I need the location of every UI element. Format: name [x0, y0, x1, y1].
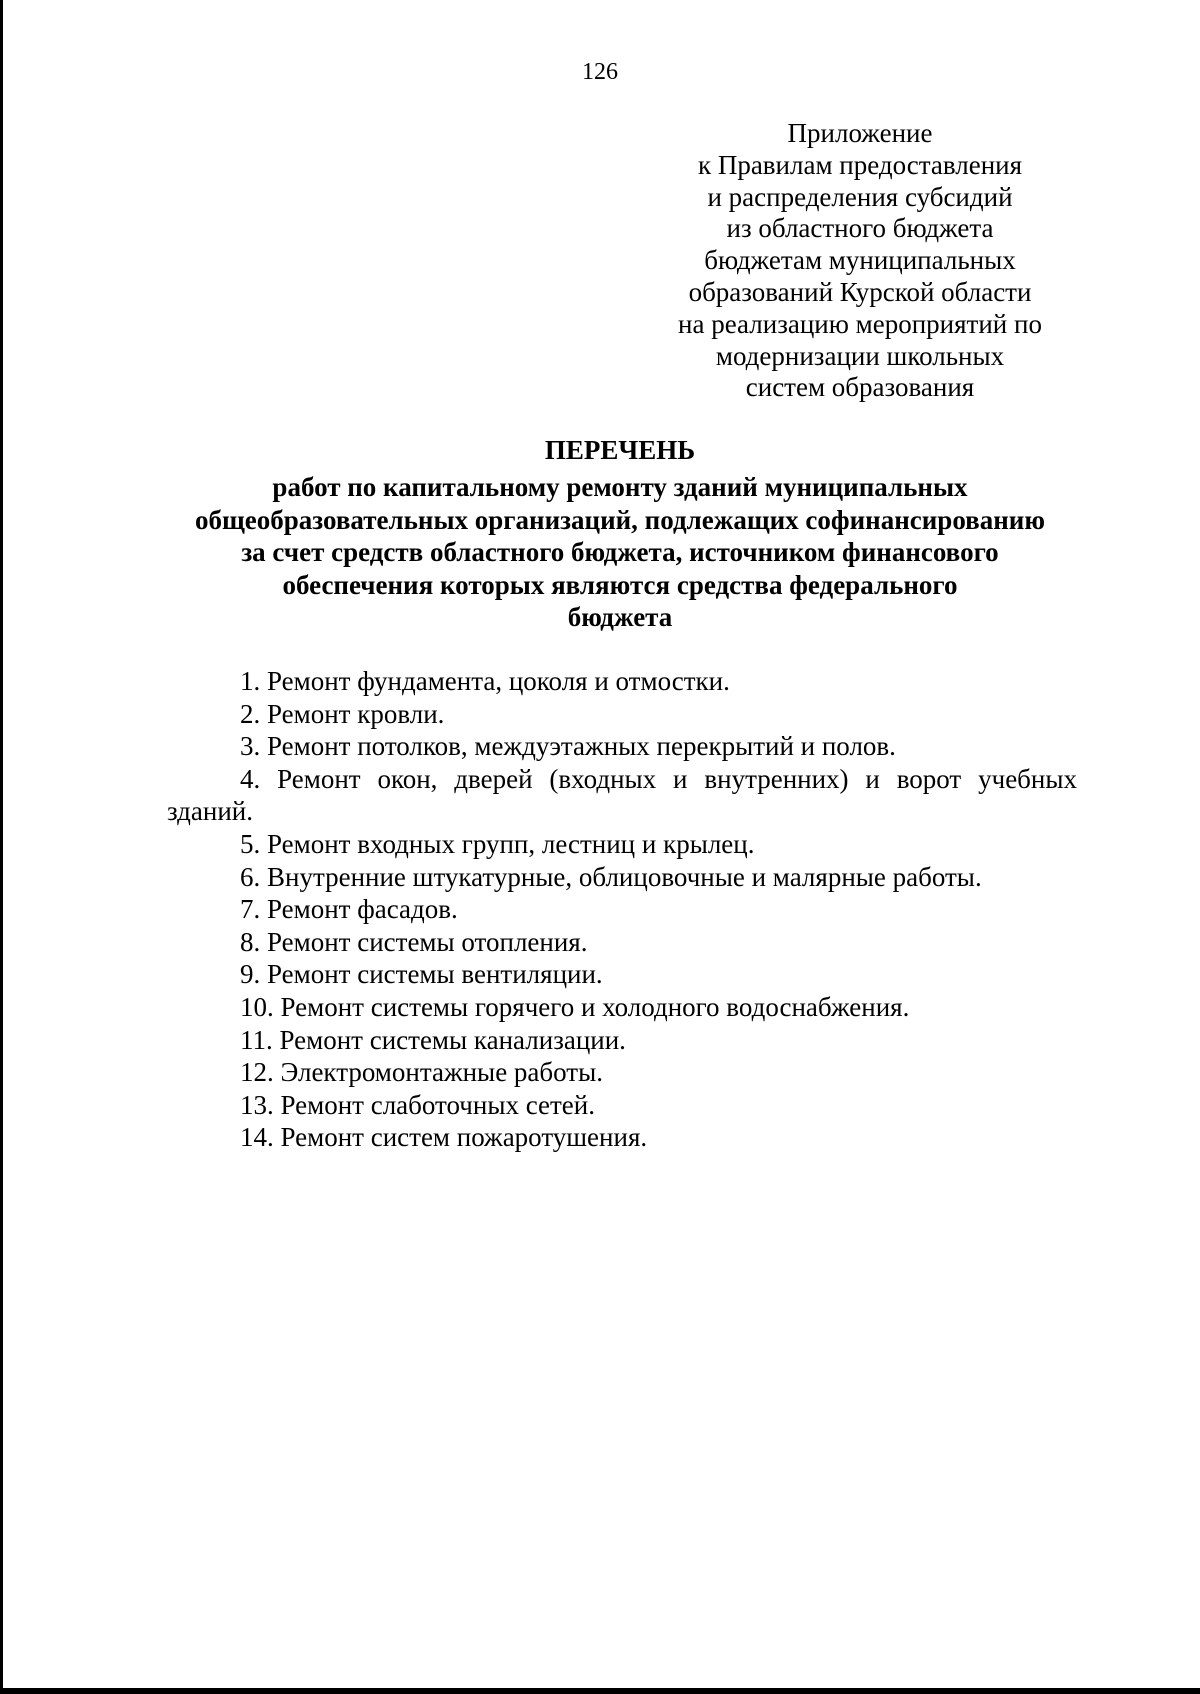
- subtitle-line: общеобразовательных организаций, подлежащих софинансированию: [195, 504, 1045, 535]
- work-item: 11. Ремонт системы канализации.: [240, 1024, 626, 1055]
- appendix-line: из областного бюджета: [726, 213, 994, 244]
- appendix-line: бюджетам муниципальных: [704, 245, 1016, 276]
- appendix-block: [640, 118, 1080, 404]
- work-item: 12. Электромонтажные работы.: [240, 1057, 603, 1088]
- work-item: 5. Ремонт входных групп, лестниц и крылец.: [240, 828, 755, 859]
- work-item: 10. Ремонт системы горячего и холодного водоснабжения.: [240, 991, 910, 1022]
- work-item: 9. Ремонт системы вентиляции.: [240, 959, 603, 990]
- appendix-line: систем образования: [745, 372, 975, 403]
- scan-edge-bottom: [0, 1688, 1200, 1694]
- subtitle-line: обеспечения которых являются средства федерального: [282, 569, 958, 600]
- document-subtitle: [0, 471, 1200, 634]
- appendix-line: Приложение: [787, 118, 933, 148]
- work-item: 6. Внутренние штукатурные, облицовочные и малярные работы.: [240, 861, 982, 892]
- subtitle-line: за счет средств областного бюджета, источником финансового: [241, 537, 999, 567]
- appendix-line: модернизации школьных: [715, 340, 1005, 371]
- work-item: 3. Ремонт потолков, междуэтажных перекрытий и полов.: [240, 731, 896, 762]
- subtitle-line: бюджета: [567, 602, 673, 632]
- subtitle-line: работ по капитальному ремонту зданий муниципальных: [272, 472, 968, 502]
- appendix-line: и распределения субсидий: [707, 181, 1013, 212]
- appendix-line: к Правилам предоставления: [697, 149, 1023, 180]
- scan-edge-left: [0, 0, 3, 1694]
- appendix-line: образований Курской области: [688, 276, 1032, 307]
- work-item: 14. Ремонт систем пожаротушения.: [240, 1122, 648, 1153]
- work-item: 4. Ремонт окон, дверей (входных и внутренних) и ворот учебных зданий.: [167, 763, 1077, 827]
- works-list: [167, 665, 1077, 1154]
- work-item: 7. Ремонт фасадов.: [240, 894, 458, 925]
- document-title: ПЕРЕЧЕНЬ: [544, 435, 696, 465]
- work-item: 13. Ремонт слаботочных сетей.: [240, 1089, 595, 1120]
- work-item: 1. Ремонт фундамента, цоколя и отмостки.: [240, 666, 730, 696]
- work-item: 2. Ремонт кровли.: [240, 698, 445, 729]
- page-number: 126: [582, 59, 618, 85]
- appendix-line: на реализацию мероприятий по: [678, 308, 1042, 339]
- work-item: 8. Ремонт системы отопления.: [240, 926, 588, 957]
